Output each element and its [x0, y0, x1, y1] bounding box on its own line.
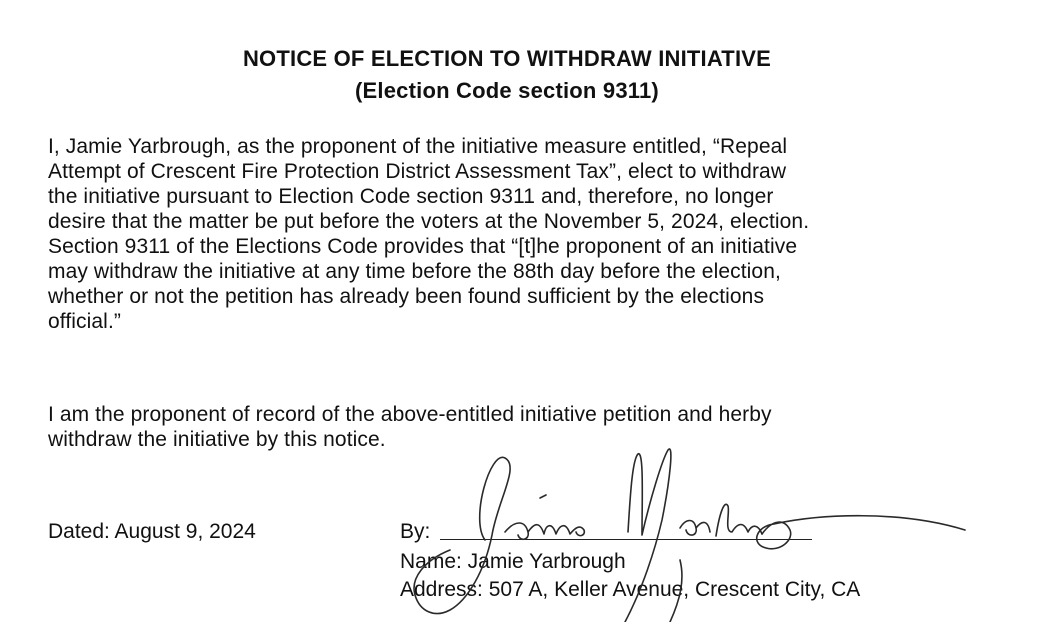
paragraph-line: the initiative pursuant to Election Code section 9311 and, therefore, no longer: [48, 185, 774, 208]
paragraph-line: may withdraw the initiative at any time before the 88th day before the election,: [48, 260, 781, 283]
signer-name: Name: Jamie Yarbrough: [400, 550, 626, 573]
dated-line: Dated: August 9, 2024: [48, 520, 256, 543]
paragraph-line: Section 9311 of the Elections Code provides that “[t]he proponent of an initiative: [48, 235, 798, 258]
signature-line: [440, 539, 812, 540]
paragraph-line: I, Jamie Yarbrough, as the proponent of the initiative measure entitled, “Repeal: [48, 135, 788, 158]
paragraph-line: official.”: [48, 310, 121, 333]
paragraph-line: I am the proponent of record of the above-entitled initiative petition and herby: [48, 403, 772, 426]
notice-subtitle: (Election Code section 9311): [355, 78, 659, 103]
paragraph-line: desire that the matter be put before the voters at the November 5, 2024, election.: [48, 210, 810, 233]
signer-address: Address: 507 A, Keller Avenue, Crescent City, CA: [400, 578, 861, 601]
paragraph-line: whether or not the petition has already been found sufficient by the elections: [48, 285, 765, 308]
proponent-paragraph: [48, 402, 1048, 452]
declaration-paragraph: [48, 134, 1048, 334]
paragraph-line: withdraw the initiative by this notice.: [48, 428, 386, 451]
notice-title: NOTICE OF ELECTION TO WITHDRAW INITIATIVE: [242, 46, 772, 71]
paragraph-line: Attempt of Crescent Fire Protection District Assessment Tax”, elect to withdraw: [48, 160, 787, 183]
by-label: By:: [400, 520, 431, 543]
